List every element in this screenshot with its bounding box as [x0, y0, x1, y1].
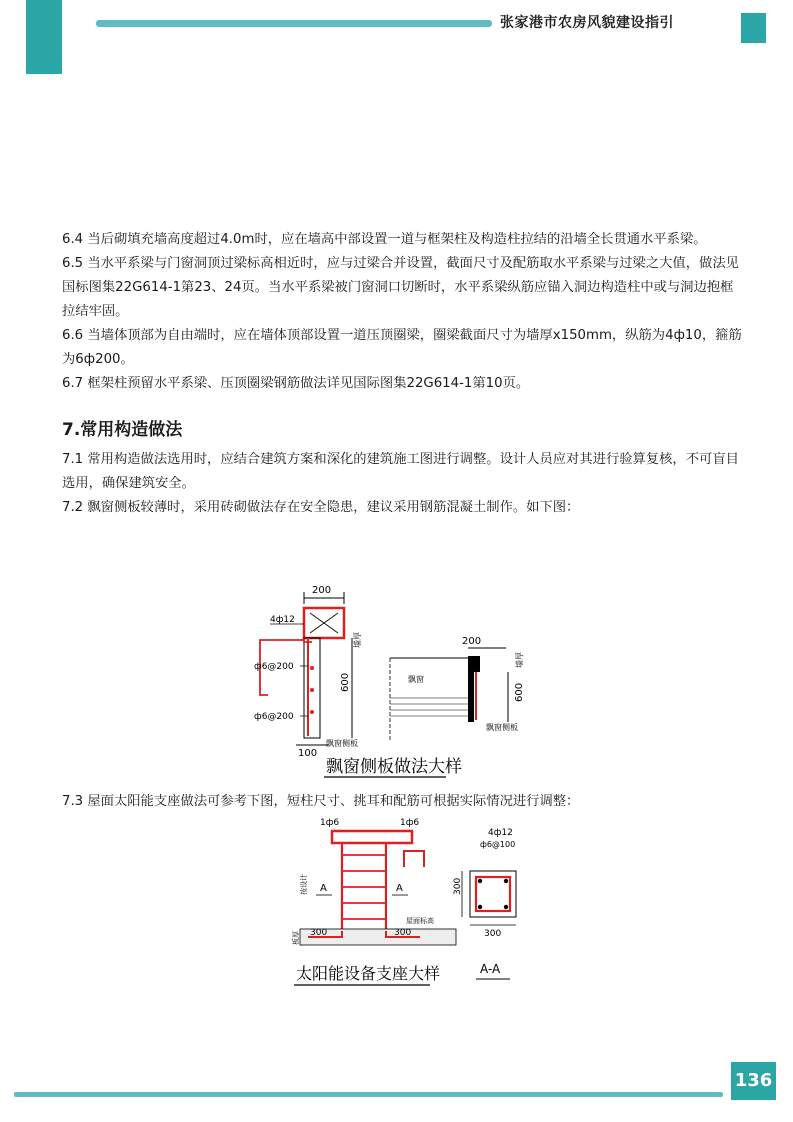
rebar-4phi12-label: 4ф12 [270, 615, 295, 625]
dim-300-section-width: 300 [484, 929, 502, 939]
solar-support-detail-drawing [280, 815, 540, 995]
figure1-caption: 飘窗侧板做法大样 [326, 757, 462, 777]
dim-600-right: 600 [514, 682, 525, 702]
section-marker-a1: A [320, 883, 327, 894]
base-label: 板厚 [292, 931, 300, 945]
height-label: 按设计 [300, 874, 308, 895]
paragraph-7-1: 7.1 常用构造做法选用时，应结合建筑方案和深化的建筑施工图进行调整。设计人员应对其进行验算复核，不可盲目选用，确保建筑安全。 [62, 452, 739, 491]
dim-300-left: 300 [310, 928, 328, 938]
section-a-a-caption: A-A [480, 962, 501, 976]
side-panel-label-a: 飘窗侧板 [326, 739, 358, 748]
page-number: 136 [731, 1062, 776, 1100]
wall-thickness-label-a: 墙厚 [353, 632, 362, 648]
roof-level-label: 屋面标高 [406, 917, 434, 925]
bay-window-detail-drawing [240, 580, 540, 780]
rebar-phi6-200-b: ф6@200 [254, 712, 294, 722]
dim-600-left: 600 [340, 672, 351, 692]
paragraph-6-4: 6.4 当后砌填充墙高度超过4.0m时，应在墙高中部设置一道与框架柱及构造柱拉结的沿墙全长贯通水平系梁。 [62, 232, 707, 247]
rebar-1phi6-a: 1ф6 [320, 818, 340, 828]
paragraph-7-2: 7.2 飘窗侧板较薄时，采用砖砌做法存在安全隐患，建议采用钢筋混凝土制作。如下图： [62, 500, 580, 515]
rebar-phi6-100-section: ф6@100 [480, 840, 516, 849]
paragraph-6-5: 6.5 当水平系梁与门窗洞顶过梁标高相近时，应与过梁合并设置，截面尺寸及配筋取水平系梁与过梁之大值，做法见国标图集22G614-1第23、24页。当水平系梁被门窗洞口切断时，水平系梁纵筋应锚入洞边构造柱中或与洞边抱框拉结牢固。 [62, 256, 739, 319]
dim-300-section-height: 300 [453, 877, 463, 895]
section-7-heading: 7.常用构造做法 [62, 420, 183, 440]
footer-rule [14, 1092, 723, 1097]
dim-100: 100 [298, 748, 318, 759]
section-marker-a2: A [396, 883, 403, 894]
paragraph-6-6: 6.6 当墙体顶部为自由端时，应在墙体顶部设置一道压顶圈梁，圈梁截面尺寸为墙厚x150mm，纵筋为4ф10，箍筋为6ф200。 [62, 328, 742, 367]
body-text-2 [62, 790, 742, 814]
side-panel-label-b: 飘窗侧板 [486, 723, 518, 732]
dim-200-top: 200 [312, 585, 332, 596]
header-rule [96, 20, 492, 27]
window-label: 飘窗 [408, 675, 424, 684]
dim-300-right: 300 [394, 928, 412, 938]
paragraph-6-7: 6.7 框架柱预留水平系梁、压顶圈梁钢筋做法详见国际图集22G614-1第10页。 [62, 376, 530, 391]
header-accent-tab [741, 13, 766, 43]
rebar-4phi12-section: 4ф12 [488, 828, 513, 838]
paragraph-7-3: 7.3 屋面太阳能支座做法可参考下图，短柱尺寸、挑耳和配筋可根据实际情况进行调整： [62, 794, 580, 809]
figure2-caption: 太阳能设备支座大样 [296, 964, 441, 983]
header-accent-block [26, 0, 62, 74]
body-text [62, 228, 742, 520]
rebar-phi6-200-a: ф6@200 [254, 662, 294, 672]
dim-200-right: 200 [462, 636, 482, 647]
wall-thickness-label-b: 墙厚 [515, 652, 524, 668]
rebar-1phi6-b: 1ф6 [400, 818, 420, 828]
header-title: 张家港市农房风貌建设指引 [500, 15, 674, 31]
